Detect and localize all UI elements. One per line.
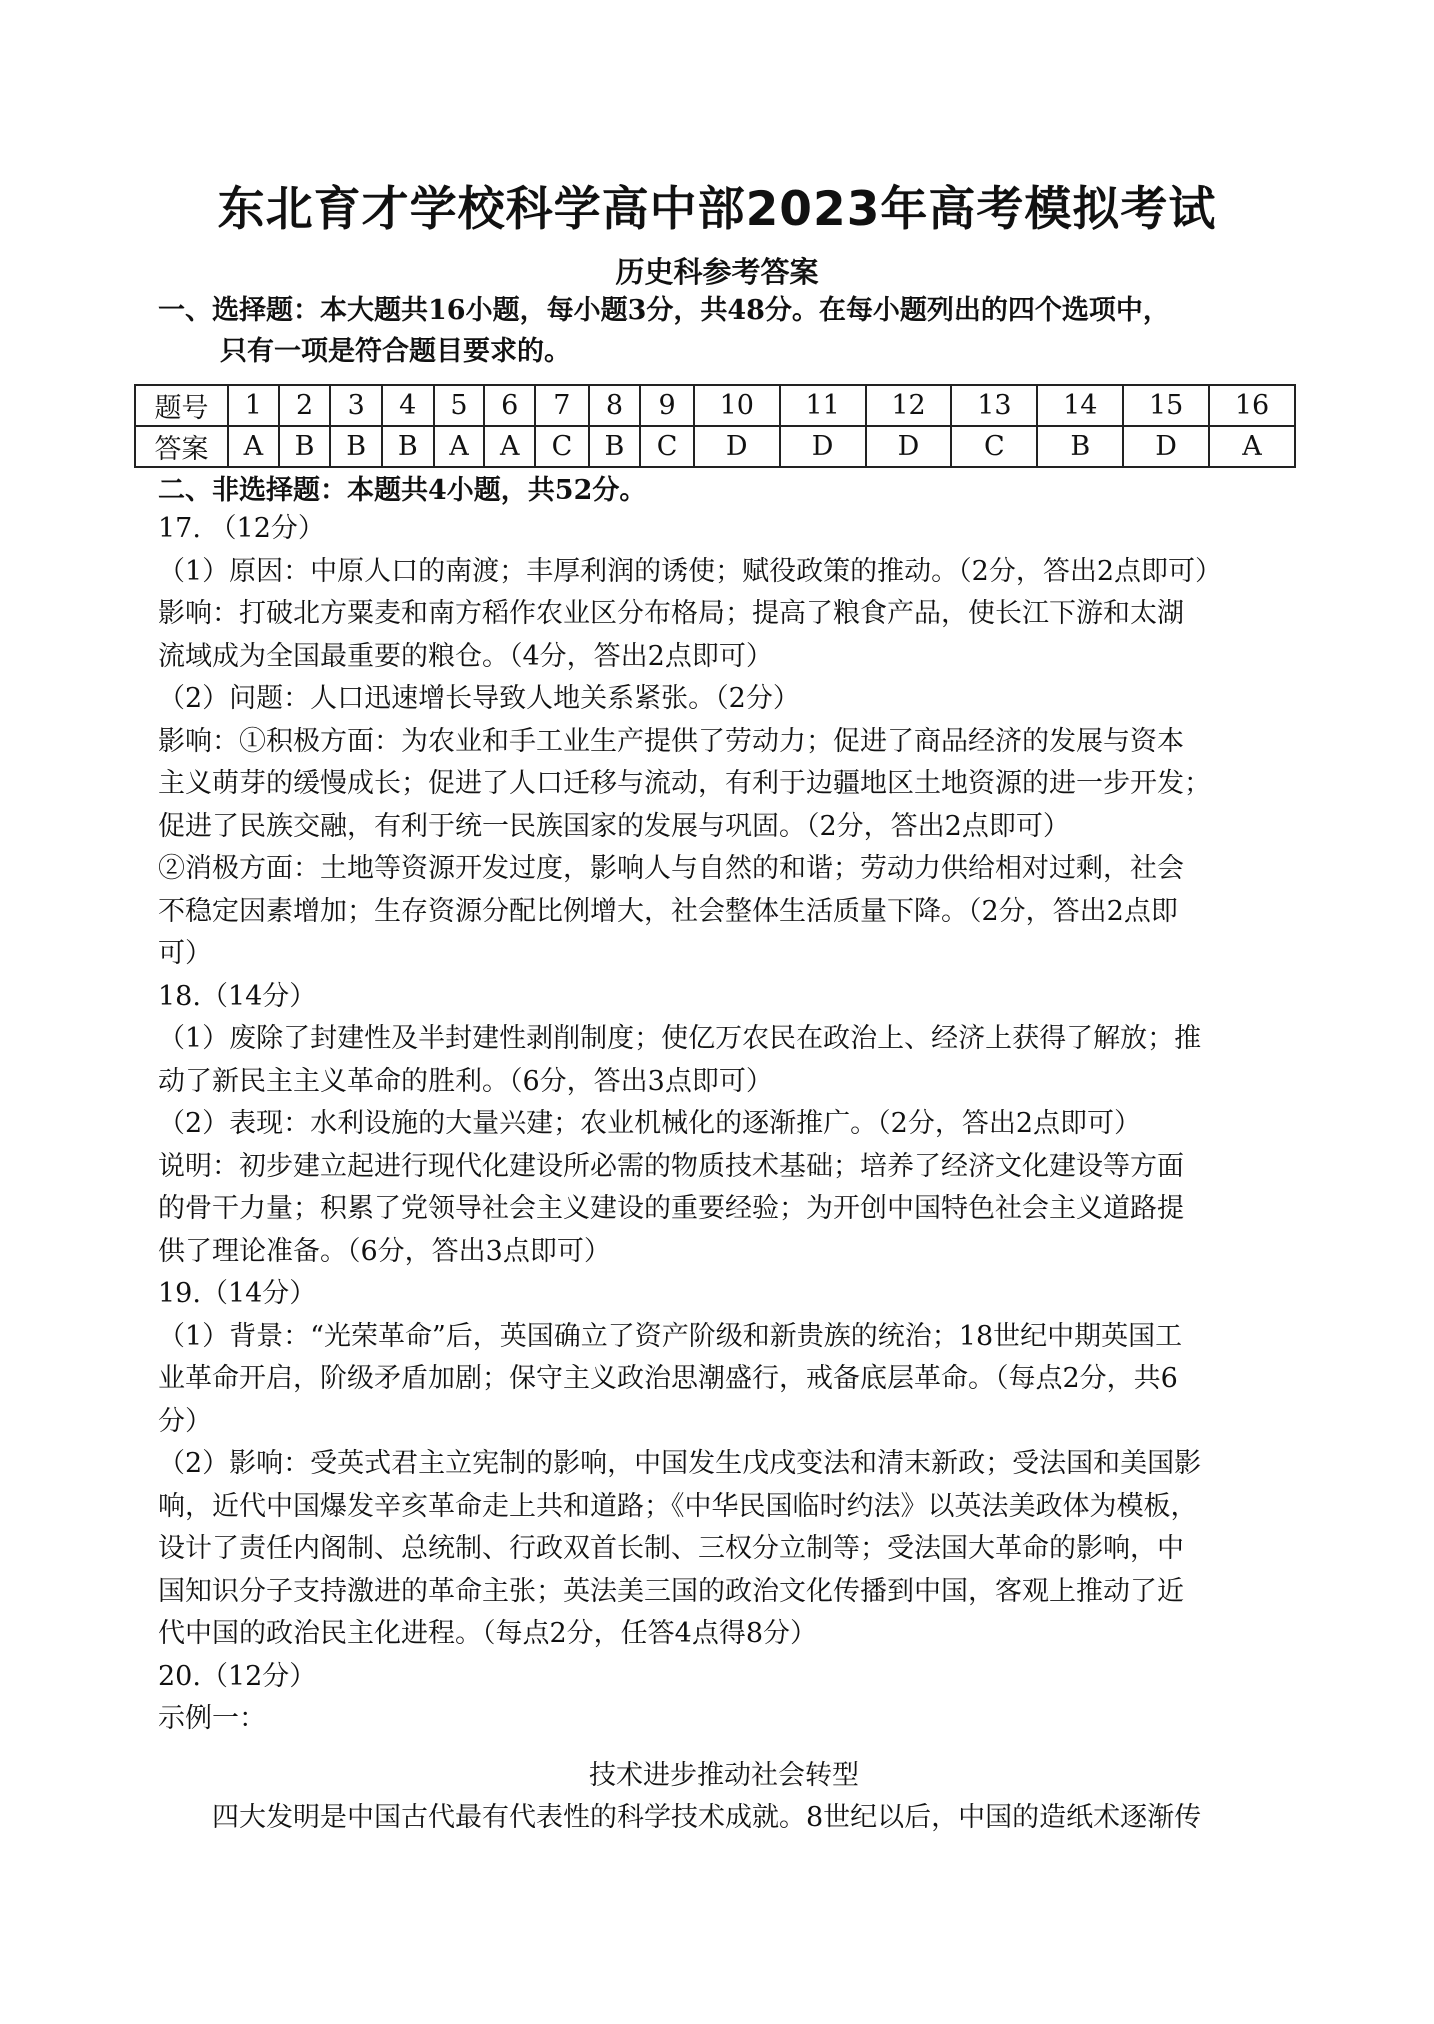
- body-line: 的骨干力量；积累了党领导社会主义建设的重要经验；为开创中国特色社会主义道路提: [158, 1193, 1184, 1224]
- question-number-cell: 6: [484, 385, 535, 426]
- body-line: 18.（14分）: [158, 980, 317, 1012]
- question-number-cell: 2: [279, 385, 331, 426]
- answer-cell: B: [1037, 426, 1123, 467]
- answer-cell: B: [330, 426, 382, 467]
- body-line: 供了理论准备。（6分，答出3点即可）: [158, 1235, 611, 1267]
- answer-cell: B: [382, 426, 434, 467]
- body-line: （2）影响：受英式君主立宪制的影响，中国发生戊戌变法和清末新政；受法国和美国影: [158, 1448, 1202, 1479]
- body-line: ②消极方面：土地等资源开发过度，影响人与自然的和谐；劳动力供给相对过剩，社会: [158, 853, 1184, 884]
- question-number-cell: 3: [330, 385, 382, 426]
- body-line: 国知识分子支持激进的革命主张；英法美三国的政治文化传播到中国，客观上推动了近: [158, 1575, 1184, 1607]
- question-number-label: 题号: [135, 385, 228, 426]
- body-line: 响，近代中国爆发辛亥革命走上共和道路；《中华民国临时约法》以英法美政体为模板，: [158, 1490, 1198, 1522]
- body-line: 示例一：: [158, 1703, 266, 1734]
- answer-cell: B: [589, 426, 641, 467]
- question-number-cell: 9: [640, 385, 694, 426]
- body-line: 动了新民主主义革命的胜利。（6分，答出3点即可）: [158, 1065, 773, 1097]
- answer-cell: C: [640, 426, 694, 467]
- question-number-cell: 11: [780, 385, 866, 426]
- body-line: 设计了责任内阁制、总统制、行政双首长制、三权分立制等；受法国大革命的影响，中: [158, 1533, 1184, 1564]
- body-line: 影响：①积极方面：为农业和手工业生产提供了劳动力；促进了商品经济的发展与资本: [158, 725, 1184, 757]
- body-line: （1）原因：中原人口的南渡；丰厚利润的诱使；赋役政策的推动。（2分，答出2点即可）: [158, 555, 1223, 587]
- answer-cell: C: [535, 426, 589, 467]
- question-number-cell: 5: [434, 385, 485, 426]
- question-number-cell: 15: [1123, 385, 1209, 426]
- question-number-cell: 4: [382, 385, 434, 426]
- body-line: 流域成为全国最重要的粮仓。（4分，答出2点即可）: [158, 640, 773, 672]
- body-line: 代中国的政治民主化进程。（每点2分，任答4点得8分）: [158, 1618, 818, 1649]
- answer-cell: A: [434, 426, 485, 467]
- section-one-line-2: 只有一项是符合题目要求的。: [220, 336, 571, 367]
- body-line: 主义萌芽的缓慢成长；促进了人口迁移与流动，有利于边疆地区土地资源的进一步开发；: [158, 768, 1211, 799]
- body-line: （1）废除了封建性及半封建性剥削制度；使亿万农民在政治上、经济上获得了解放；推: [158, 1023, 1202, 1054]
- body-line: （2）问题：人口迅速增长导致人地关系紧张。（2分）: [158, 683, 800, 714]
- body-line: （2）表现：水利设施的大量兴建；农业机械化的逐渐推广。（2分，答出2点即可）: [158, 1108, 1142, 1139]
- page-subtitle: 历史科参考答案: [615, 255, 819, 289]
- body-line: 不稳定因素增加；生存资源分配比例增大，社会整体生活质量下降。（2分，答出2点即: [158, 895, 1178, 927]
- section-one-line-1: 一、选择题：本大题共16小题，每小题3分，共48分。在每小题列出的四个选项中，: [158, 295, 1170, 326]
- question-number-cell: 13: [951, 385, 1037, 426]
- body-line: （1）背景：“光荣革命”后，英国确立了资产阶级和新贵族的统治；18世纪中期英国工: [158, 1320, 1183, 1352]
- answer-cell: D: [1123, 426, 1209, 467]
- essay-first-line: 四大发明是中国古代最有代表性的科学技术成就。8世纪以后，中国的造纸术逐渐传: [212, 1802, 1202, 1833]
- answer-row: [135, 426, 1295, 467]
- body-line: 促进了民族交融，有利于统一民族国家的发展与巩固。（2分，答出2点即可）: [158, 810, 1070, 842]
- body-line: 说明：初步建立起进行现代化建设所必需的物质技术基础；培养了经济文化建设等方面: [158, 1150, 1184, 1182]
- answer-table: [134, 384, 1296, 468]
- body-line: 20.（12分）: [158, 1660, 317, 1692]
- answer-body: [158, 508, 1290, 1840]
- question-number-cell: 1: [228, 385, 279, 426]
- body-line: 19.（14分）: [158, 1278, 317, 1309]
- question-number-cell: 14: [1037, 385, 1123, 426]
- essay-title: 技术进步推动社会转型: [589, 1759, 859, 1791]
- answer-cell: D: [866, 426, 952, 467]
- answer-cell: A: [484, 426, 535, 467]
- question-number-row: [135, 385, 1295, 426]
- section-two-heading: 二、非选择题：本题共4小题，共52分。: [158, 475, 647, 506]
- section-one-heading: [158, 290, 1170, 372]
- question-number-cell: 8: [589, 385, 641, 426]
- body-line: 业革命开启，阶级矛盾加剧；保守主义政治思潮盛行，戒备底层革命。（每点2分，共6: [158, 1363, 1178, 1394]
- page-title: 东北育才学校科学高中部2023年高考模拟考试: [217, 182, 1217, 237]
- question-number-cell: 7: [535, 385, 589, 426]
- answer-cell: A: [1209, 426, 1295, 467]
- body-line: 可）: [158, 938, 212, 969]
- answer-cell: D: [694, 426, 780, 467]
- answer-label: 答案: [135, 426, 228, 467]
- answer-cell: D: [780, 426, 866, 467]
- body-line: 分）: [158, 1405, 212, 1437]
- question-number-cell: 10: [694, 385, 780, 426]
- body-line: 影响：打破北方粟麦和南方稻作农业区分布格局；提高了粮食产品，使长江下游和太湖: [158, 598, 1184, 629]
- answer-cell: C: [951, 426, 1037, 467]
- answer-cell: A: [228, 426, 279, 467]
- question-number-cell: 12: [866, 385, 952, 426]
- question-number-cell: 16: [1209, 385, 1295, 426]
- body-line: 17. （12分）: [158, 513, 325, 544]
- answer-cell: B: [279, 426, 331, 467]
